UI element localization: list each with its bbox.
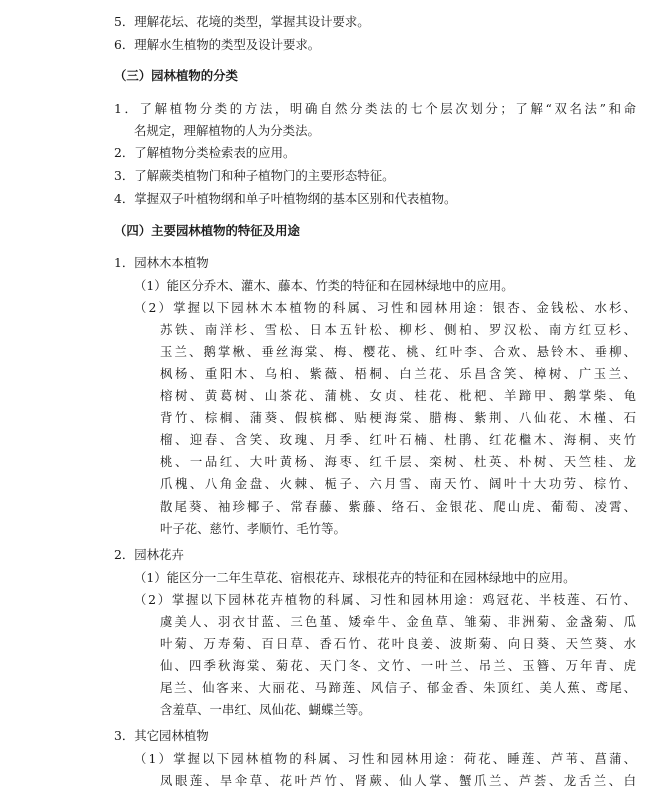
flowers-item-2-line: 仙、四季秋海棠、菊花、天门冬、文竹、一叶兰、吊兰、玉簪、万年青、虎	[160, 658, 636, 673]
subsection-flowers-title: 2．园林花卉	[114, 547, 184, 562]
woody-item-2-line: 叶子花、慈竹、孝顺竹、毛竹等。	[160, 521, 346, 536]
woody-item-2-line: 桃、一品红、大叶黄杨、海枣、红千层、栾树、杜英、朴树、天竺桂、龙	[160, 454, 636, 469]
woody-item-2-line: 榕树、黄葛树、山茶花、蒲桃、女贞、桂花、枇杷、羊蹄甲、鹅掌柴、龟	[160, 388, 636, 403]
other-plants-item-1-line: （1）掌握以下园林植物的科属、习性和园林用途：荷花、睡莲、芦苇、菖蒲、	[134, 751, 636, 766]
woody-item-2-line: 榴、迎春、含笑、玫瑰、月季、红叶石楠、杜鹃、红花檵木、海桐、夹竹	[160, 432, 636, 447]
flowers-item-2-line: 尾兰、仙客来、大丽花、马蹄莲、风信子、郁金香、朱顶红、美人蕉、鸢尾、	[160, 680, 636, 695]
woody-item-2-line: （2）掌握以下园林木本植物的科属、习性和园林用途：银杏、金钱松、水杉、	[134, 300, 636, 315]
woody-item-2-line: 玉兰、鹅掌楸、垂丝海棠、梅、樱花、桃、红叶李、合欢、悬铃木、垂柳、	[160, 344, 636, 359]
section-3-item-3: 3．了解蕨类植物门和种子植物门的主要形态特征。	[114, 168, 395, 183]
section-3-item-1-line-2: 名规定，理解植物的人为分类法。	[134, 123, 320, 138]
woody-item-2-line: 苏铁、南洋杉、雪松、日本五针松、柳杉、侧柏、罗汉松、南方红豆杉、	[160, 322, 636, 337]
woody-item-2-line: 爪槐、八角金盘、火棘、栀子、六月雪、南天竹、阔叶十大功劳、棕竹、	[160, 476, 636, 491]
subsection-other-plants-title: 3．其它园林植物	[114, 728, 209, 743]
section-3-item-4: 4．掌握双子叶植物纲和单子叶植物纲的基本区别和代表植物。	[114, 191, 457, 206]
flowers-item-2-line: 叶菊、万寿菊、百日草、香石竹、花叶良姜、波斯菊、向日葵、天竺葵、水	[160, 636, 636, 651]
subsection-woody-plants-title: 1．园林木本植物	[114, 255, 209, 270]
woody-item-2-line: 背竹、棕榈、蒲葵、假槟榔、贴梗海棠、腊梅、紫荆、八仙花、木槿、石	[160, 410, 636, 425]
woody-item-2-line: 枫杨、重阳木、乌桕、紫薇、梧桐、白兰花、乐昌含笑、樟树、广玉兰、	[160, 366, 636, 381]
item-6: 6．理解水生植物的类型及设计要求。	[114, 37, 321, 52]
woody-item-2-line: 散尾葵、袖珍椰子、常春藤、紫藤、络石、金银花、爬山虎、葡萄、凌霄、	[160, 499, 636, 514]
section-3-item-2: 2．了解植物分类检索表的应用。	[114, 145, 296, 160]
flowers-item-2-line: 虞美人、羽衣甘蓝、三色堇、矮牵牛、金鱼草、雏菊、非洲菊、金盏菊、瓜	[160, 614, 636, 629]
flowers-item-2-line: 含羞草、一串红、凤仙花、蝴蝶兰等。	[160, 702, 371, 717]
flowers-item-2-line: （2）掌握以下园林花卉植物的科属、习性和园林用途：鸡冠花、半枝莲、石竹、	[134, 592, 636, 607]
section-3-item-1-line-1: 1．了解植物分类的方法，明确自然分类法的七个层次划分；了解“双名法”和命	[114, 101, 636, 116]
section-3-heading: （三）园林植物的分类	[114, 68, 238, 83]
woody-item-1: （1）能区分乔木、灌木、藤本、竹类的特征和在园林绿地中的应用。	[134, 278, 514, 293]
item-5: 5．理解花坛、花境的类型，掌握其设计要求。	[114, 14, 370, 29]
other-plants-item-1-line: 凤眼莲、旱伞草、花叶芦竹、肾蕨、仙人掌、蟹爪兰、芦荟、龙舌兰、白	[160, 773, 636, 788]
flowers-item-1: （1）能区分一二年生草花、宿根花卉、球根花卉的特征和在园林绿地中的应用。	[134, 570, 576, 585]
section-4-heading: （四）主要园林植物的特征及用途	[114, 223, 300, 238]
